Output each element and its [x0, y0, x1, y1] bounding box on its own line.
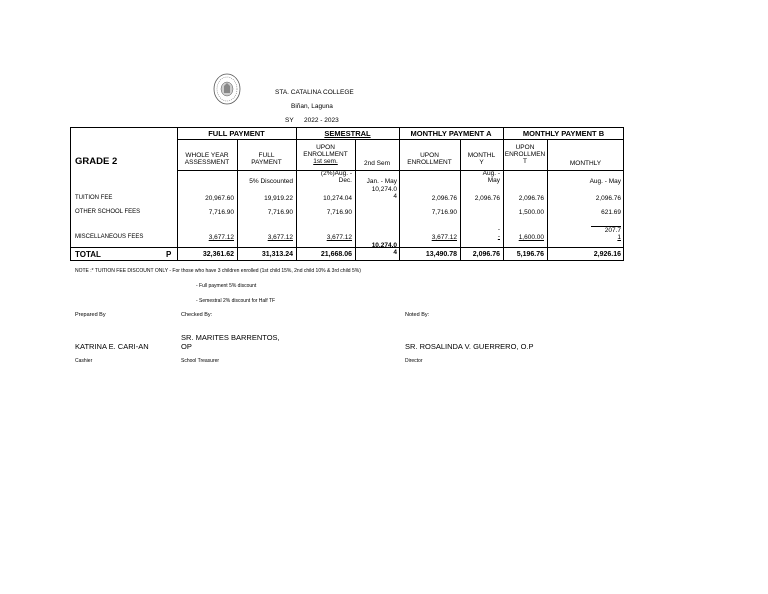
table-cell: 13,490.78	[425, 251, 457, 258]
semestral-header: SEMESTRAL	[324, 129, 371, 138]
discount-note: NOTE :* TUITION FEE DISCOUNT ONLY - For those who have 3 children enrolled (1st child 15%, 2nd child 10% & 3rd child 5%)	[75, 268, 361, 274]
monthly-b-header: MONTHLY PAYMENT B	[522, 129, 605, 138]
prepared-by-name: KATRINA E. CARI-AN	[75, 342, 149, 351]
b-monthly-header: MONTHLY	[569, 160, 602, 167]
a-monthly-note: Aug. - May	[482, 170, 500, 184]
table-cell: 21,668.06	[320, 251, 352, 258]
checked-by-name-line2: OP	[181, 342, 192, 351]
table-cell: 19,919.22	[264, 195, 293, 202]
full-payment-note: - Full payment 5% discount	[196, 283, 257, 289]
prepared-by-title: Cashier	[75, 358, 93, 364]
semestral-note: - Semestral 2% discount for Half TF	[196, 298, 276, 304]
table-cell: 3,677.12	[431, 234, 457, 241]
sem-2nd-header: 2nd Sem	[363, 160, 391, 167]
school-seal-icon	[213, 73, 241, 105]
table-cell: 1,500.00	[518, 209, 544, 216]
table-cell: 10,274.0 4	[371, 186, 397, 200]
table-cell: 2,096.76	[518, 195, 544, 202]
table-cell: 7,716.90	[431, 209, 457, 216]
full-discount-note: 5% Discounted	[249, 178, 293, 185]
fees-table	[70, 127, 624, 261]
noted-by-label: Noted By:	[405, 312, 430, 318]
school-name: STA. CATALINA COLLEGE	[275, 89, 354, 96]
row-label-other: OTHER SCHOOL FEES	[75, 209, 141, 215]
table-cell: 20,967.60	[205, 195, 234, 202]
sem-2nd-note: Jan. - May	[366, 178, 397, 185]
table-cell: 207.7 1	[547, 226, 621, 241]
table-cell: 3,677.12	[267, 234, 293, 241]
noted-by-name: SR. ROSALINDA V. GUERRERO, O.P	[405, 342, 534, 351]
a-monthly-header: MONTHL Y	[467, 152, 496, 166]
table-cell: 1,600.00	[518, 234, 544, 241]
b-upon-header: UPON ENROLLMEN T	[504, 144, 546, 165]
sem-upon-note: (2%)Aug. - Dec.	[320, 170, 352, 184]
table-cell: 2,096.76	[472, 251, 500, 258]
table-cell: 32,361.62	[202, 251, 234, 258]
checked-by-label: Checked By:	[181, 312, 213, 318]
grade-label: GRADE 2	[75, 156, 118, 167]
table-cell: 2,926.16	[593, 251, 621, 258]
b-monthly-note: Aug. - May	[589, 178, 621, 185]
row-label-misc: MISCELLANEOUS FEES	[75, 234, 144, 240]
prepared-by-label: Prepared By	[75, 312, 106, 318]
row-label-tuition: TUITION FEE	[75, 195, 113, 201]
whole-year-header: WHOLE YEAR ASSESSMENT	[184, 152, 230, 166]
table-cell: 3,677.12	[326, 234, 352, 241]
table-cell: 621.69	[601, 209, 621, 216]
full-payment-subheader: FULL PAYMENT	[251, 152, 282, 166]
table-cell: 3,677.12	[208, 234, 234, 241]
table-cell: 7,716.90	[267, 209, 293, 216]
table-cell: 7,716.90	[208, 209, 234, 216]
full-payment-header: FULL PAYMENT	[208, 129, 265, 138]
a-upon-header: UPON ENROLLMENT	[407, 152, 452, 166]
total-currency: P	[166, 250, 172, 259]
sy-label: SY	[285, 117, 294, 124]
sem-upon-header: UPON ENROLLMENT 1st sem.	[303, 144, 348, 165]
table-cell: 31,313.24	[261, 251, 293, 258]
table-cell: 2,096.76	[431, 195, 457, 202]
monthly-a-header: MONTHLY PAYMENT A	[410, 129, 492, 138]
table-cell: 5,196.76	[516, 251, 544, 258]
table-cell: - -	[497, 226, 500, 240]
school-location: Biñan, Laguna	[291, 103, 333, 110]
checked-by-name-line1: SR. MARITES BARRENTOS,	[181, 333, 280, 342]
sy-value: 2022 - 2023	[304, 117, 339, 124]
table-cell: 2,096.76	[595, 195, 621, 202]
table-cell: 2,096.76	[474, 195, 500, 202]
table-cell: 10,274.04	[323, 195, 352, 202]
noted-by-title: Director	[405, 358, 423, 364]
checked-by-title: School Treasurer	[181, 358, 220, 364]
table-cell: 7,716.90	[326, 209, 352, 216]
table-cell: 10,274.0 4	[371, 242, 397, 256]
total-label: TOTAL	[75, 250, 101, 259]
